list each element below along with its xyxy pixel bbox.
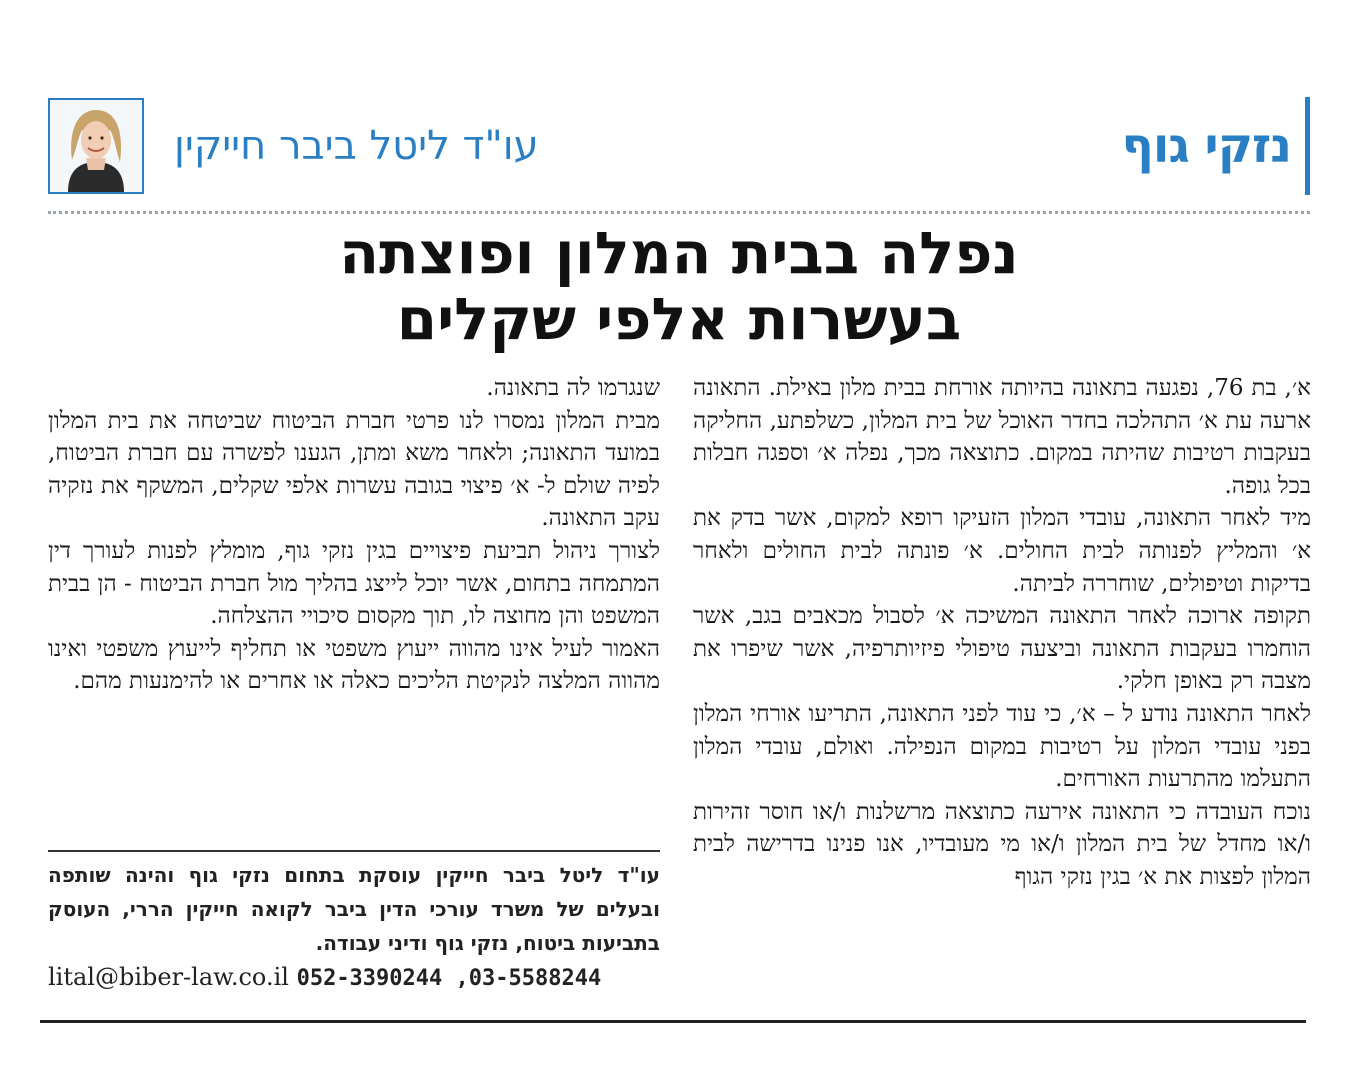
paragraph: האמור לעיל אינו מהווה ייעוץ משפטי או תחליף לייעוץ משפטי ואינו מהווה המלצה לנקיטת הליכים כאלה או אחרים או להימנעות מהם. bbox=[48, 635, 660, 695]
section-rubric bbox=[1122, 96, 1310, 196]
author-box bbox=[48, 96, 539, 196]
headline-line-1: נפלה בבית המלון ופוצתה bbox=[339, 219, 1019, 287]
paragraph: מיד לאחר התאונה, עובדי המלון הזעיקו רופא למקום, אשר בדק את א׳ והמליץ לפנותה לבית החולים. א׳ פונתה לבית החולים ולאחר בדיקות וטיפולים, שוחררה לביתה. bbox=[693, 505, 1311, 597]
article-header bbox=[48, 96, 1310, 196]
paragraph: תקופה ארוכה לאחר התאונה המשיכה א׳ לסבול מכאבים בגב, אשר הוחמרו בעקבות התאונה וביצעה טיפולי פיזיותרפיה, אשר שיפרו את מצבה רק באופן חלקי. bbox=[693, 603, 1311, 695]
paragraph: נוכח העובדה כי התאונה אירעה כתוצאה מרשלנות ו/או חוסר זהירות ו/או מחדל של בית המלון ו/או מי מעובדיו, אנו פנינו בדרישה לבית המלון לפצות את א׳ בגין נזקי הגוף bbox=[693, 798, 1311, 890]
paragraph: שנגרמו לה בתאונה. bbox=[486, 375, 660, 401]
paragraph: לצורך ניהול תביעת פיצויים בגין נזקי גוף, מומלץ לפנות לעורך דין המתמחה בתחום, אשר יוכל לייצג בהליך מול חברת הביטוח - הן בבית המשפט והן מחוצה לו, תוך מקסום סיכויי ההצלחה. bbox=[48, 537, 660, 630]
article-column-right bbox=[693, 372, 1311, 894]
author-bio: עו"ד ליטל ביבר חייקין עוסקת בתחום נזקי גוף והינה שותפה ובעלים של משרד עורכי הדין ביבר לקואה חייקין הררי, העוסק בתביעות ביטוח, נזקי גוף ודיני עבודה. bbox=[48, 863, 660, 955]
bio-divider bbox=[48, 850, 660, 852]
bottom-rule bbox=[40, 1020, 1306, 1023]
paragraph: לאחר התאונה נודע ל – א׳, כי עוד לפני התאונה, התריעו אורחי המלון בפני עובדי המלון על רטיבות במקום הנפילה. ואולם, עובדי המלון התעלמו מהתרעות האורחים. bbox=[693, 700, 1311, 793]
author-portrait-icon bbox=[48, 98, 144, 194]
phone-numbers: 052-3390244 ,03-5588244 bbox=[296, 966, 602, 991]
headline bbox=[48, 220, 1310, 352]
article-column-left bbox=[48, 372, 660, 698]
dotted-divider bbox=[48, 211, 1310, 214]
contact-line bbox=[48, 960, 660, 996]
rubric-title: נזקי גוף bbox=[1121, 118, 1291, 174]
email-link[interactable]: lital@biber-law.co.il bbox=[48, 963, 289, 991]
paragraph: מבית המלון נמסרו לנו פרטי חברת הביטוח שביטחה את בית המלון במועד התאונה; ולאחר משא ומתן, הגענו לפשרה עם חברת הביטוח, לפיה שולם ל- א׳ פיצוי בגובה עשרות אלפי שקלים, המשקף את נזקיה עקב התאונה. bbox=[48, 407, 660, 532]
author-name: עו"ד ליטל ביבר חייקין bbox=[174, 123, 539, 169]
rubric-bar bbox=[1305, 97, 1310, 195]
headline-line-2: בעשרות אלפי שקלים bbox=[396, 285, 962, 353]
paragraph: א׳, בת 76, נפגעה בתאונה בהיותה אורחת בבית מלון באילת. התאונה ארעה עת א׳ התהלכה בחדר האוכל של בית המלון, כשלפתע, החליקה בעקבות רטיבות שהיתה במקום. כתוצאה מכך, נפלה א׳ וספגה חבלות בכל גופה. bbox=[693, 375, 1311, 499]
